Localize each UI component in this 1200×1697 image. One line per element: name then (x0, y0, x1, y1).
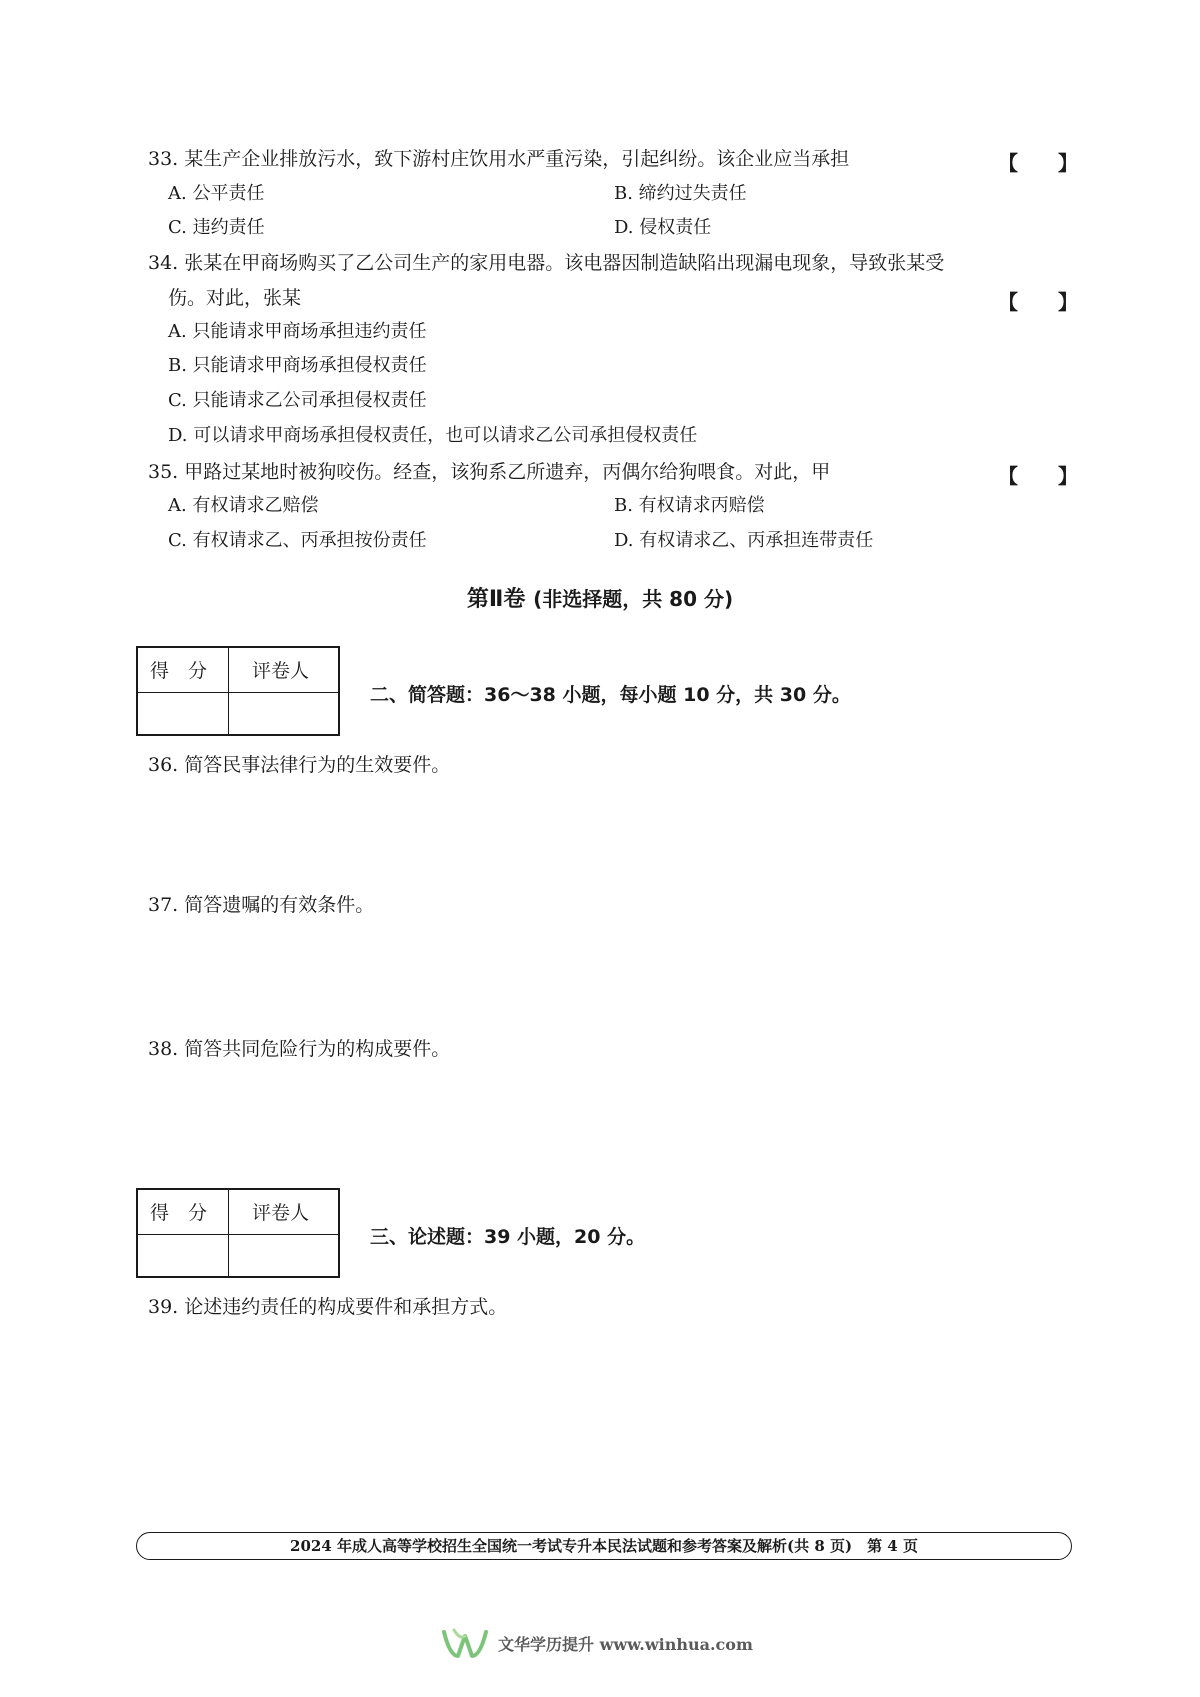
q33-option-c: C. 违约责任 (168, 217, 265, 238)
watermark (440, 1626, 753, 1660)
q34-option-c: C. 只能请求乙公司承担侵权责任 (168, 390, 427, 411)
answer-bracket-34: 【 】 (998, 290, 1078, 314)
q33-option-b: B. 缔约过失责任 (614, 183, 747, 204)
question-36: 36. 简答民事法律行为的生效要件。 (148, 754, 451, 776)
watermark-brand: 文华学历提升 (498, 1635, 600, 1654)
q35-option-c: C. 有权请求乙、丙承担按份责任 (168, 530, 427, 551)
grader-label: 评卷人 (252, 660, 310, 682)
q34-option-a: A. 只能请求甲商场承担违约责任 (168, 321, 427, 342)
score-box-divider (228, 648, 229, 734)
question-37: 37. 简答遗嘱的有效条件。 (148, 894, 375, 916)
question-35: 35. 甲路过某地时被狗咬伤。经查，该狗系乙所遗弃，丙偶尔给狗喂食。对此，甲 (148, 461, 831, 483)
winhua-logo-icon (440, 1626, 490, 1660)
score-label: 得 分 (150, 1202, 208, 1224)
section-2-label: 第Ⅱ卷 (466, 587, 526, 612)
part-2-heading: 二、简答题：36～38 小题，每小题 10 分，共 30 分。 (370, 684, 851, 706)
q35-option-a: A. 有权请求乙赔偿 (168, 495, 319, 516)
question-34-line2: 伤。对此，张某 (168, 287, 302, 309)
q35-option-d: D. 有权请求乙、丙承担连带责任 (614, 530, 874, 551)
q33-option-a: A. 公平责任 (168, 183, 265, 204)
score-box-divider (228, 1190, 229, 1276)
section-2-subtitle: (非选择题，共 80 分) (533, 587, 734, 611)
watermark-domain[interactable]: www.winhua.com (599, 1635, 753, 1654)
part-3-heading: 三、论述题：39 小题，20 分。 (370, 1226, 646, 1248)
watermark-text (498, 1632, 753, 1655)
question-33: 33. 某生产企业排放污水，致下游村庄饮用水严重污染，引起纠纷。该企业应当承担 (148, 148, 850, 170)
q35-option-b: B. 有权请求丙赔偿 (614, 495, 765, 516)
q33-option-d: D. 侵权责任 (614, 217, 712, 238)
q34-option-d: D. 可以请求甲商场承担侵权责任，也可以请求乙公司承担侵权责任 (168, 425, 698, 446)
score-box-part2 (136, 646, 340, 736)
q34-option-b: B. 只能请求甲商场承担侵权责任 (168, 355, 427, 376)
question-34-line1: 34. 张某在甲商场购买了乙公司生产的家用电器。该电器因制造缺陷出现漏电现象，导致张某受 (148, 252, 945, 274)
page-footer: 2024 年成人高等学校招生全国统一考试专升本民法试题和参考答案及解析(共 8 页) 第 4 页 (136, 1532, 1072, 1560)
score-box-part3 (136, 1188, 340, 1278)
question-39: 39. 论述违约责任的构成要件和承担方式。 (148, 1296, 508, 1318)
score-label: 得 分 (150, 660, 208, 682)
answer-bracket-33: 【 】 (998, 151, 1078, 175)
section-2-title (0, 582, 1200, 613)
answer-bracket-35: 【 】 (998, 464, 1078, 488)
question-38: 38. 简答共同危险行为的构成要件。 (148, 1038, 451, 1060)
grader-label: 评卷人 (252, 1202, 310, 1224)
